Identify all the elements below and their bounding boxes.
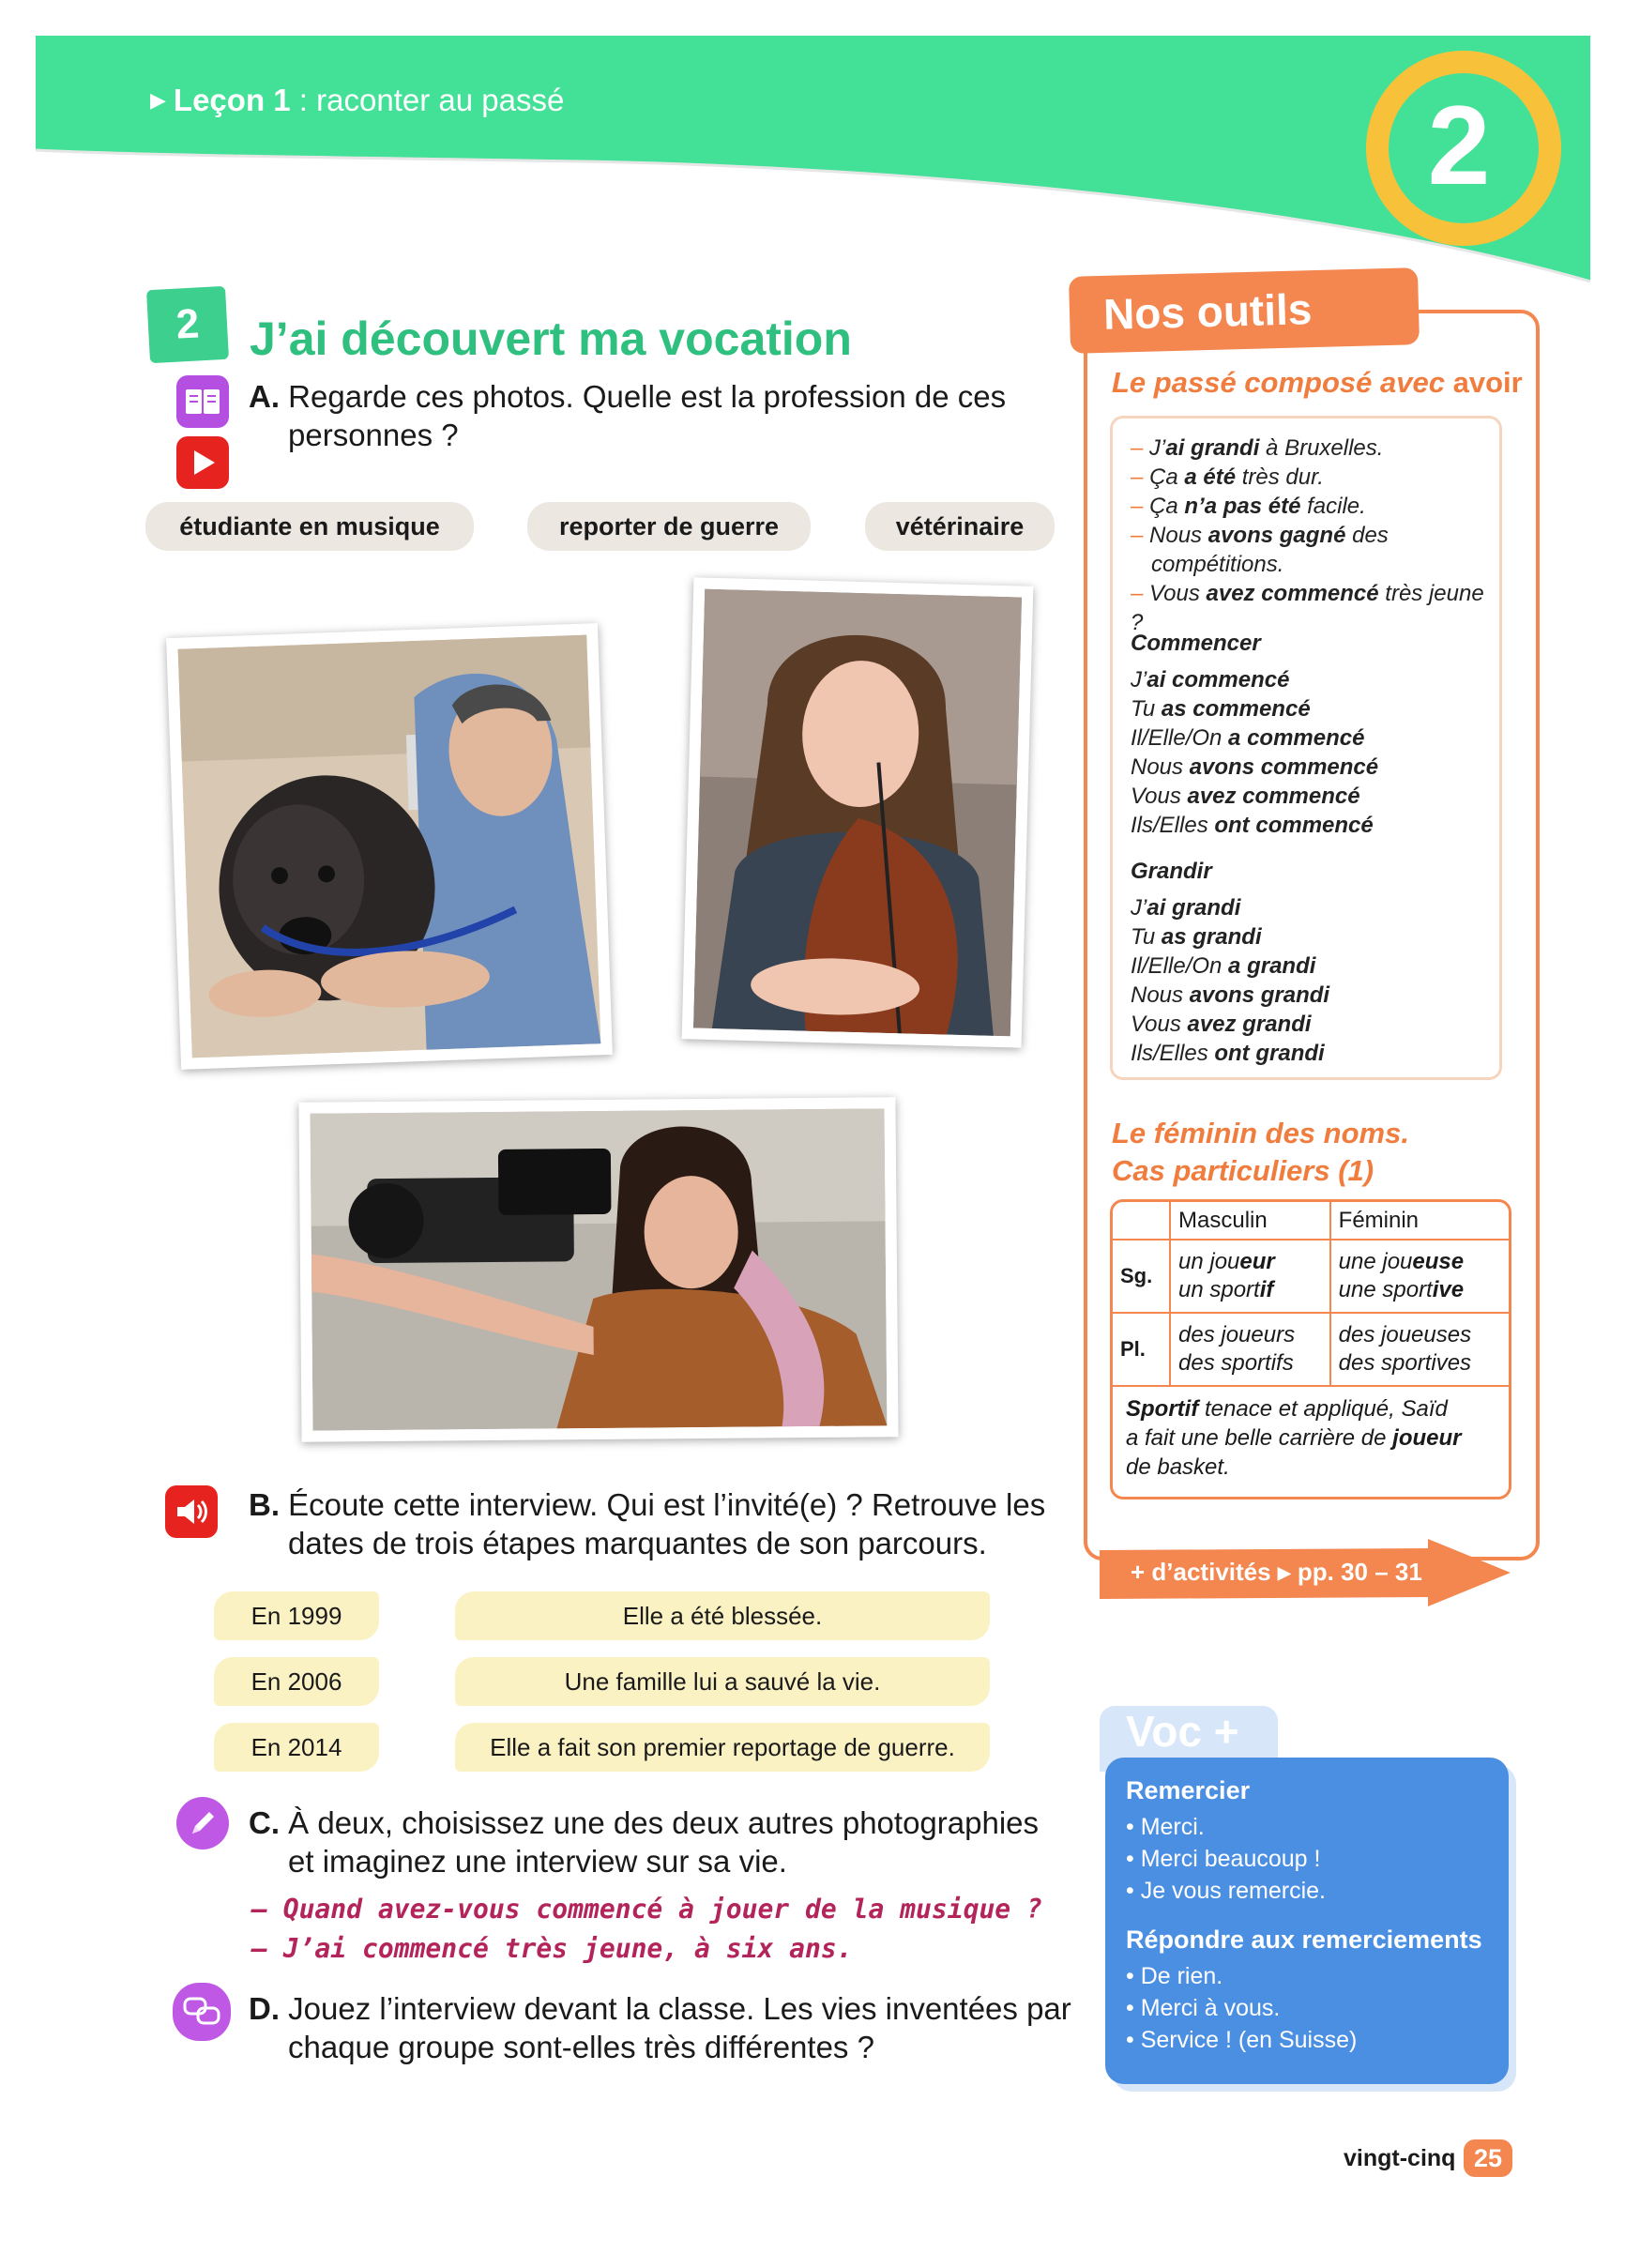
example-line: – Ça n’a pas été facile. — [1131, 494, 1366, 519]
word-ending: ive — [1432, 1277, 1465, 1302]
event-pill[interactable]: Elle a été blessée. — [455, 1591, 990, 1640]
row-singular: Sg. — [1113, 1240, 1170, 1313]
play-icon[interactable] — [176, 436, 229, 489]
example-line: – Nous avons gagné des — [1131, 523, 1389, 548]
option-pill[interactable]: reporter de guerre — [527, 502, 811, 551]
option-pill[interactable]: vétérinaire — [865, 502, 1055, 551]
pronoun: Ils/Elles — [1131, 1041, 1215, 1066]
pronoun: Il/Elle/On — [1131, 725, 1229, 751]
pronoun: Vous — [1131, 1012, 1188, 1037]
conj-line — [1131, 753, 1496, 782]
voc-heading-remercier: Remercier — [1126, 1776, 1251, 1804]
example-part: compétitions. — [1151, 552, 1284, 577]
word-stem: une jou — [1338, 1249, 1413, 1274]
feminin-heading-line2: Cas particuliers (1) — [1112, 1154, 1374, 1187]
verb-form: ai commencé — [1147, 667, 1290, 693]
verb-form: avons commencé — [1189, 754, 1379, 780]
speaker-icon[interactable] — [165, 1485, 218, 1538]
commencer-conjugation — [1131, 629, 1496, 840]
example-text: a fait une belle carrière de — [1126, 1425, 1393, 1451]
example-part: Nous — [1149, 523, 1208, 548]
verb-form: a grandi — [1228, 953, 1316, 979]
conj-line — [1131, 951, 1496, 981]
feminin-heading-line1: Le féminin des noms. — [1112, 1117, 1409, 1149]
feminin-example — [1113, 1386, 1509, 1489]
plural-word: des joueurs — [1178, 1322, 1296, 1347]
option-pill[interactable]: étudiante en musique — [145, 502, 474, 551]
lesson-topic: raconter au passé — [316, 83, 565, 117]
example-part: Vous — [1149, 581, 1207, 606]
word-ending: euse — [1412, 1249, 1465, 1274]
heading-passe-compose: Le passé composé avec — [1112, 366, 1445, 399]
conj-line — [1131, 665, 1496, 694]
lesson-title — [150, 83, 564, 118]
photo-music-student — [682, 577, 1034, 1047]
singular-masculine — [1170, 1240, 1330, 1313]
photo-veterinarian — [166, 623, 613, 1070]
grandir-conjugation — [1131, 857, 1496, 1068]
year-pill[interactable]: En 2014 — [214, 1723, 379, 1772]
verb-form: as grandi — [1161, 924, 1262, 950]
word-stem: une sport — [1338, 1277, 1433, 1302]
activity-d-line2: chaque groupe sont-elles très différentes ? — [288, 2030, 874, 2064]
feminin-table-box — [1110, 1199, 1511, 1499]
pronoun: Vous — [1131, 784, 1188, 809]
event-pill[interactable]: Une famille lui a sauvé la vie. — [455, 1657, 990, 1706]
example-verb: n’a pas été — [1184, 494, 1301, 519]
example-verb: avez commencé — [1206, 581, 1379, 606]
col-feminin: Féminin — [1330, 1202, 1509, 1240]
voc-item: • Merci. — [1126, 1814, 1205, 1840]
activity-b-line2: dates de trois étapes marquantes de son parcours. — [288, 1526, 987, 1560]
commencer-title: Commencer — [1131, 631, 1261, 656]
verb-form: avez grandi — [1187, 1012, 1312, 1037]
example-part: très jeune ? — [1131, 581, 1484, 635]
voc-item: • Merci à vous. — [1126, 1995, 1281, 2021]
section-title: J’ai découvert ma vocation — [250, 312, 852, 365]
example-verb: ai grandi — [1165, 435, 1260, 461]
activity-c-line1: À deux, choisissez une des deux autres photographies — [288, 1805, 1040, 1840]
plural-word: des joueuses — [1338, 1322, 1472, 1347]
example-line: – Vous avez commencé très jeune ? — [1131, 581, 1484, 635]
activity-d-letter: D. — [249, 1991, 280, 2026]
dialogue-icon[interactable] — [173, 1983, 231, 2041]
activity-b-letter: B. — [249, 1487, 280, 1522]
nos-outils-title: Nos outils — [1069, 267, 1420, 354]
activity-a-line1: Regarde ces photos. Quelle est la profession de ces — [288, 379, 1007, 414]
example-verb: a été — [1184, 464, 1237, 490]
voc-plus-box — [1105, 1758, 1509, 2084]
word-stem: un sport — [1178, 1277, 1260, 1302]
voc-item: • De rien. — [1126, 1963, 1223, 1989]
example-bold: Sportif — [1126, 1396, 1199, 1422]
more-activities-link[interactable] — [1131, 1558, 1422, 1587]
voc-item: • Merci beaucoup ! — [1126, 1846, 1321, 1872]
activity-c-letter: C. — [249, 1805, 280, 1840]
verb-form: avons grandi — [1189, 982, 1330, 1008]
pronoun: Il/Elle/On — [1131, 953, 1229, 979]
plural-feminine — [1330, 1313, 1509, 1386]
example-part: à Bruxelles. — [1259, 435, 1384, 461]
example-part: facile. — [1300, 494, 1366, 519]
activity-c-line2: et imaginez une interview sur sa vie. — [288, 1844, 787, 1879]
example-part: J’ — [1149, 435, 1166, 461]
triangle-right-icon: ▶ — [1277, 1563, 1291, 1582]
activity-b-text — [249, 1485, 1055, 1562]
year-pill[interactable]: En 2006 — [214, 1657, 379, 1706]
activity-d-line1: Jouez l’interview devant la classe. Les vies inventées par — [288, 1991, 1071, 2026]
example-part: très dur. — [1236, 464, 1324, 490]
voc-item: • Service ! (en Suisse) — [1126, 2027, 1358, 2053]
more-activities-pages: pp. 30 – 31 — [1297, 1558, 1422, 1586]
photo-war-reporter — [298, 1097, 898, 1442]
lesson-label: Leçon 1 — [173, 83, 291, 117]
conj-line — [1131, 723, 1496, 753]
verb-form: ont commencé — [1214, 813, 1374, 838]
example-part: Ça — [1149, 464, 1185, 490]
example-question: – Quand avez-vous commencé à jouer de la musique ? — [251, 1894, 1042, 1925]
example-text: tenace et appliqué, Saïd — [1198, 1396, 1448, 1422]
pronoun: J’ — [1131, 895, 1147, 921]
word-stem: un jou — [1178, 1249, 1240, 1274]
pencil-icon[interactable] — [176, 1797, 229, 1849]
voc-content — [1126, 1776, 1482, 2056]
singular-feminine — [1330, 1240, 1509, 1313]
activity-a-line2: personnes ? — [288, 418, 459, 452]
conj-line — [1131, 1039, 1496, 1068]
row-plural: Pl. — [1113, 1313, 1170, 1386]
verb-form: as commencé — [1161, 696, 1311, 722]
passe-compose-heading — [1112, 366, 1523, 400]
pronoun: Ils/Elles — [1131, 813, 1215, 838]
lesson-separator: : — [290, 83, 317, 117]
pronoun: Tu — [1131, 924, 1162, 950]
conj-line — [1131, 782, 1496, 811]
col-masculin: Masculin — [1170, 1202, 1330, 1240]
pronoun: Nous — [1131, 754, 1190, 780]
example-answer: – J’ai commencé très jeune, à six ans. — [251, 1933, 853, 1964]
grandir-title: Grandir — [1131, 859, 1212, 884]
page-number: 25 — [1464, 2139, 1512, 2177]
example-line: – J’ai grandi à Bruxelles. — [1131, 435, 1384, 461]
word-ending: eur — [1239, 1249, 1275, 1274]
voc-item: • Je vous remercie. — [1126, 1878, 1326, 1904]
activity-d-text — [249, 1989, 1074, 2066]
activity-a-letter: A. — [249, 379, 280, 414]
conj-line — [1131, 694, 1496, 723]
verb-form: a commencé — [1228, 725, 1365, 751]
feminin-table — [1113, 1202, 1509, 1489]
conj-line — [1131, 893, 1496, 922]
plural-word: des sportives — [1338, 1350, 1472, 1376]
plural-masculine — [1170, 1313, 1330, 1386]
feminin-heading — [1112, 1115, 1409, 1190]
pronoun: Nous — [1131, 982, 1190, 1008]
example-text: de basket. — [1126, 1454, 1230, 1480]
section-number: 2 — [146, 286, 229, 363]
example-line — [1131, 550, 1496, 579]
event-pill[interactable]: Elle a fait son premier reportage de guerre. — [455, 1723, 990, 1772]
conj-line — [1131, 1010, 1496, 1039]
activity-a-text — [249, 377, 1037, 454]
conj-line — [1131, 922, 1496, 951]
verb-form: ont grandi — [1214, 1041, 1325, 1066]
voc-title-text: Voc + — [1126, 1707, 1239, 1756]
example-verb: avons gagné — [1207, 523, 1346, 548]
more-activities-label: + d’activités — [1131, 1558, 1271, 1586]
verb-form: ai grandi — [1147, 895, 1241, 921]
heading-avoir: avoir — [1452, 366, 1523, 399]
voc-heading-repondre: Répondre aux remerciements — [1126, 1926, 1482, 1954]
pronoun: J’ — [1131, 667, 1147, 693]
triangle-right-icon: ▶ — [150, 88, 166, 112]
example-part: des — [1345, 523, 1389, 548]
word-ending: if — [1259, 1277, 1274, 1302]
book-icon[interactable] — [176, 375, 229, 428]
example-bold: joueur — [1392, 1425, 1462, 1451]
plural-word: des sportifs — [1178, 1350, 1294, 1376]
example-line: – Ça a été très dur. — [1131, 464, 1324, 490]
conj-line — [1131, 811, 1496, 840]
verb-form: avez commencé — [1187, 784, 1360, 809]
activity-b-line1: Écoute cette interview. Qui est l’invité(e) ? Retrouve les — [288, 1487, 1046, 1522]
passe-compose-examples — [1131, 434, 1496, 637]
activity-c-text — [249, 1804, 1055, 1880]
unit-number: 2 — [1427, 83, 1491, 208]
conj-line — [1131, 981, 1496, 1010]
year-pill[interactable]: En 1999 — [214, 1591, 379, 1640]
page-word: vingt-cinq — [1344, 2145, 1456, 2171]
example-part: Ça — [1149, 494, 1185, 519]
pronoun: Tu — [1131, 696, 1162, 722]
